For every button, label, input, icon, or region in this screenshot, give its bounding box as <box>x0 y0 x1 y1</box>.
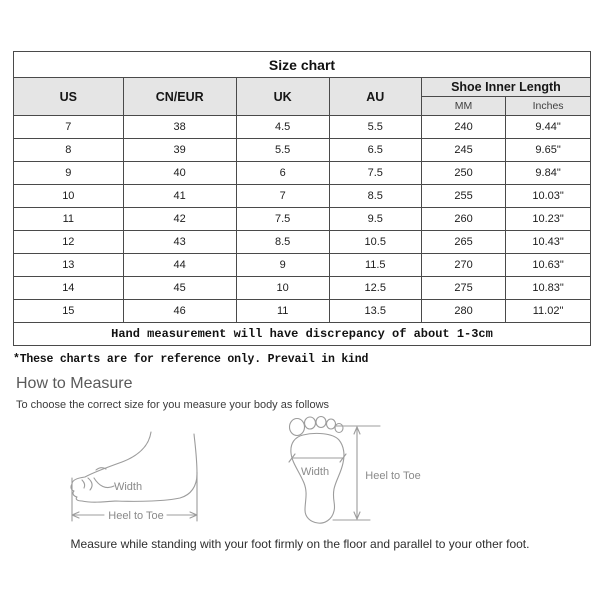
side-width-label: Width <box>113 481 143 493</box>
size-cell: 11.5 <box>329 254 421 277</box>
table-header-row <box>14 78 591 97</box>
size-cell: 43 <box>123 231 236 254</box>
size-cell: 8.5 <box>329 185 421 208</box>
size-cell: 40 <box>123 162 236 185</box>
size-cell: 245 <box>421 139 505 162</box>
size-cell: 15 <box>14 300 124 323</box>
size-cell: 10.63" <box>506 254 591 277</box>
size-cell: 9.65" <box>506 139 591 162</box>
size-cell: 10.03" <box>506 185 591 208</box>
size-cell: 5.5 <box>329 116 421 139</box>
size-table-body <box>14 116 591 323</box>
column-header-inches: Inches <box>506 97 591 116</box>
size-row <box>14 300 591 323</box>
size-cell: 10.43" <box>506 231 591 254</box>
size-row <box>14 162 591 185</box>
size-cell: 38 <box>123 116 236 139</box>
size-cell: 46 <box>123 300 236 323</box>
size-cell: 8 <box>14 139 124 162</box>
size-cell: 39 <box>123 139 236 162</box>
size-cell: 8.5 <box>236 231 329 254</box>
column-header-cneur: CN/EUR <box>123 78 236 116</box>
size-chart-table <box>13 51 591 346</box>
size-cell: 5.5 <box>236 139 329 162</box>
column-header-us: US <box>14 78 124 116</box>
size-cell: 9.84" <box>506 162 591 185</box>
size-row <box>14 139 591 162</box>
size-cell: 14 <box>14 277 124 300</box>
size-row <box>14 277 591 300</box>
size-cell: 42 <box>123 208 236 231</box>
top-heel-to-toe-label: Heel to Toe <box>365 470 421 482</box>
size-cell: 13.5 <box>329 300 421 323</box>
size-cell: 9.5 <box>329 208 421 231</box>
measure-caption: Measure while standing with your foot firmly on the floor and parallel to your other foot. <box>70 537 530 551</box>
how-to-measure-heading: How to Measure <box>16 375 133 392</box>
size-cell: 10.5 <box>329 231 421 254</box>
column-header-mm: MM <box>421 97 505 116</box>
size-cell: 11 <box>236 300 329 323</box>
reference-note: *These charts are for reference only. Prevail in kind <box>13 353 369 366</box>
size-cell: 10 <box>14 185 124 208</box>
size-cell: 240 <box>421 116 505 139</box>
size-cell: 6.5 <box>329 139 421 162</box>
size-row <box>14 116 591 139</box>
size-cell: 280 <box>421 300 505 323</box>
size-cell: 13 <box>14 254 124 277</box>
size-row <box>14 208 591 231</box>
how-to-measure-instruction: To choose the correct size for you measure your body as follows <box>16 399 330 411</box>
foot-side-view-illustration <box>58 420 208 532</box>
footprint-top-view-illustration <box>275 413 440 531</box>
table-footnote-row <box>14 323 591 346</box>
size-cell: 9 <box>236 254 329 277</box>
footprint-top-view-diagram <box>275 413 440 536</box>
size-cell: 11.02" <box>506 300 591 323</box>
size-cell: 12 <box>14 231 124 254</box>
size-cell: 45 <box>123 277 236 300</box>
column-header-au: AU <box>329 78 421 116</box>
size-cell: 10 <box>236 277 329 300</box>
size-cell: 260 <box>421 208 505 231</box>
size-cell: 7 <box>14 116 124 139</box>
size-cell: 44 <box>123 254 236 277</box>
size-cell: 6 <box>236 162 329 185</box>
size-cell: 275 <box>421 277 505 300</box>
table-title: Size chart <box>14 52 591 78</box>
size-cell: 4.5 <box>236 116 329 139</box>
size-row <box>14 185 591 208</box>
size-cell: 270 <box>421 254 505 277</box>
size-row <box>14 254 591 277</box>
table-title-row <box>14 52 591 78</box>
size-cell: 250 <box>421 162 505 185</box>
size-row <box>14 231 591 254</box>
column-header-inner-length: Shoe Inner Length <box>421 78 590 97</box>
foot-side-view-diagram <box>58 420 208 537</box>
size-cell: 255 <box>421 185 505 208</box>
side-heel-to-toe-label: Heel to Toe <box>108 510 164 522</box>
size-cell: 7 <box>236 185 329 208</box>
column-header-uk: UK <box>236 78 329 116</box>
size-cell: 9 <box>14 162 124 185</box>
size-cell: 41 <box>123 185 236 208</box>
top-width-label: Width <box>300 466 330 478</box>
size-cell: 11 <box>14 208 124 231</box>
size-cell: 9.44" <box>506 116 591 139</box>
size-cell: 265 <box>421 231 505 254</box>
table-footnote: Hand measurement will have discrepancy of about 1-3cm <box>14 323 591 346</box>
size-cell: 7.5 <box>236 208 329 231</box>
size-cell: 10.23" <box>506 208 591 231</box>
size-cell: 12.5 <box>329 277 421 300</box>
width-leader-line <box>94 478 114 488</box>
size-cell: 7.5 <box>329 162 421 185</box>
size-cell: 10.83" <box>506 277 591 300</box>
